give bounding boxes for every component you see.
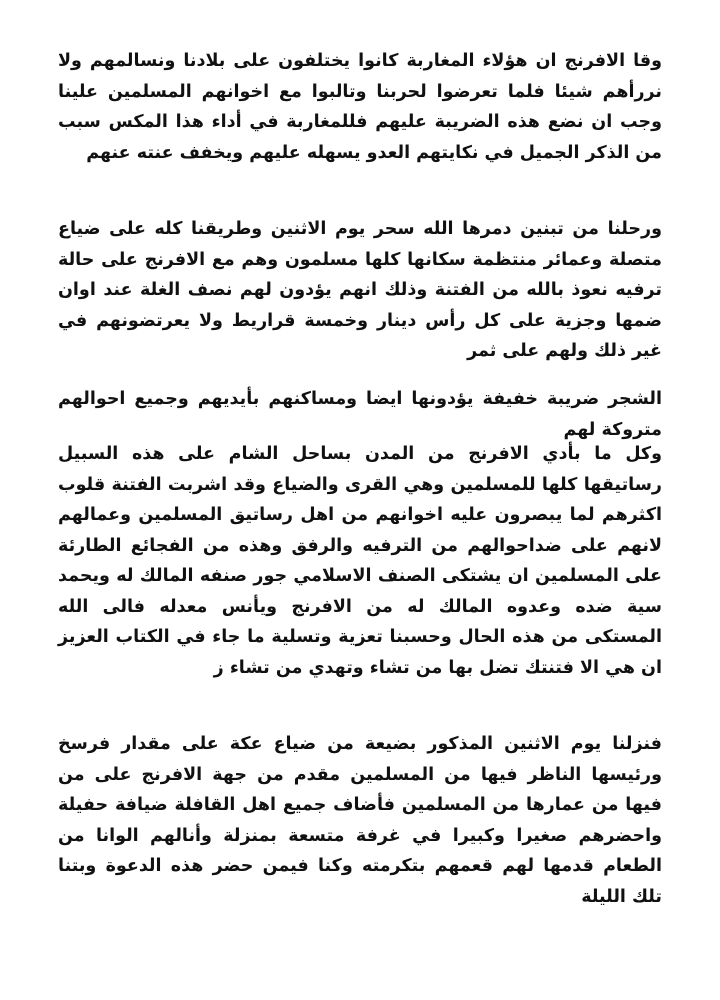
paragraph: فنزلنا يوم الاثنين المذكور بضيعة من ضياع عكة على مقدار فرسخ ورئيسها الناظر فيها من المسلمين مقدم من جهة الافرنج على من فيها من عمارها من المسلمين فأضاف جميع اهل القافلة ضيافة حفيلة واحضرهم صغيرا وكبيرا في غرفة متسعة بمنزلة وأنالهم الوانا من الطعام قدمها لهم قعمهم بتكرمته وكنا فيمن حضر هذه الدعوة وبتنا تلك الليلة: [58, 734, 662, 907]
paragraph: الشجر ضريبة خفيفة يؤدونها ايضا ومساكنهم بأيديهم وجميع احوالهم متروكة لهم: [58, 389, 662, 440]
paragraph: ورحلنا من تبنين دمرها الله سحر يوم الاثنين وطريقنا كله على ضياع متصلة وعمائر منتظمة سكانها كلها مسلمون وهم مع الافرنج على حالة ترفيه نعوذ بالله من الفتنة وذلك انهم يؤدون لهم نصف الغلة عند اوان ضمها وجزية على كل رأس دينار وخمسة قراريط ولا يعرتضونهم في غير ذلك ولهم على ثمر: [58, 219, 662, 361]
paragraph: وقا الافرنج ان هؤلاء المغاربة كانوا يختلفون على بلادنا ونسالمهم ولا نررأهم شيئا فلما تعرضوا لحربنا وتالبوا مع اخوانهم المسلمين علينا وجب ان نضع هذه الضريبة عليهم فللمغاربة في أداء هذا المكس سبب من الذكر الجميل في نكايتهم العدو يسهله عليهم ويخفف عنته عنهم: [58, 51, 662, 163]
paragraph: وكل ما بأدي الافرنج من المدن بساحل الشام على هذه السبيل رساتيقها كلها للمسلمين وهي القرى والضياع وقد اشربت الفتنة قلوب اكثرهم لما يبصرون عليه اخوانهم من اهل رساتيق المسلمين وعمالهم لانهم على ضداحوالهم من الترفيه والرفق وهذه من الفجائع الطارئة على المسلمين ان يشتكى الصنف الاسلامي جور صنفه المالك له ويحمد سية ضده وعدوه المالك له من الافرنج ويأنس معدله فالى الله المستكى من هذه الحال وحسبنا تعزية وتسلية ما جاء في الكتاب العزيز ان هي الا فتنتك تضل بها من تشاء وتهدي من تشاء ز: [58, 444, 662, 678]
